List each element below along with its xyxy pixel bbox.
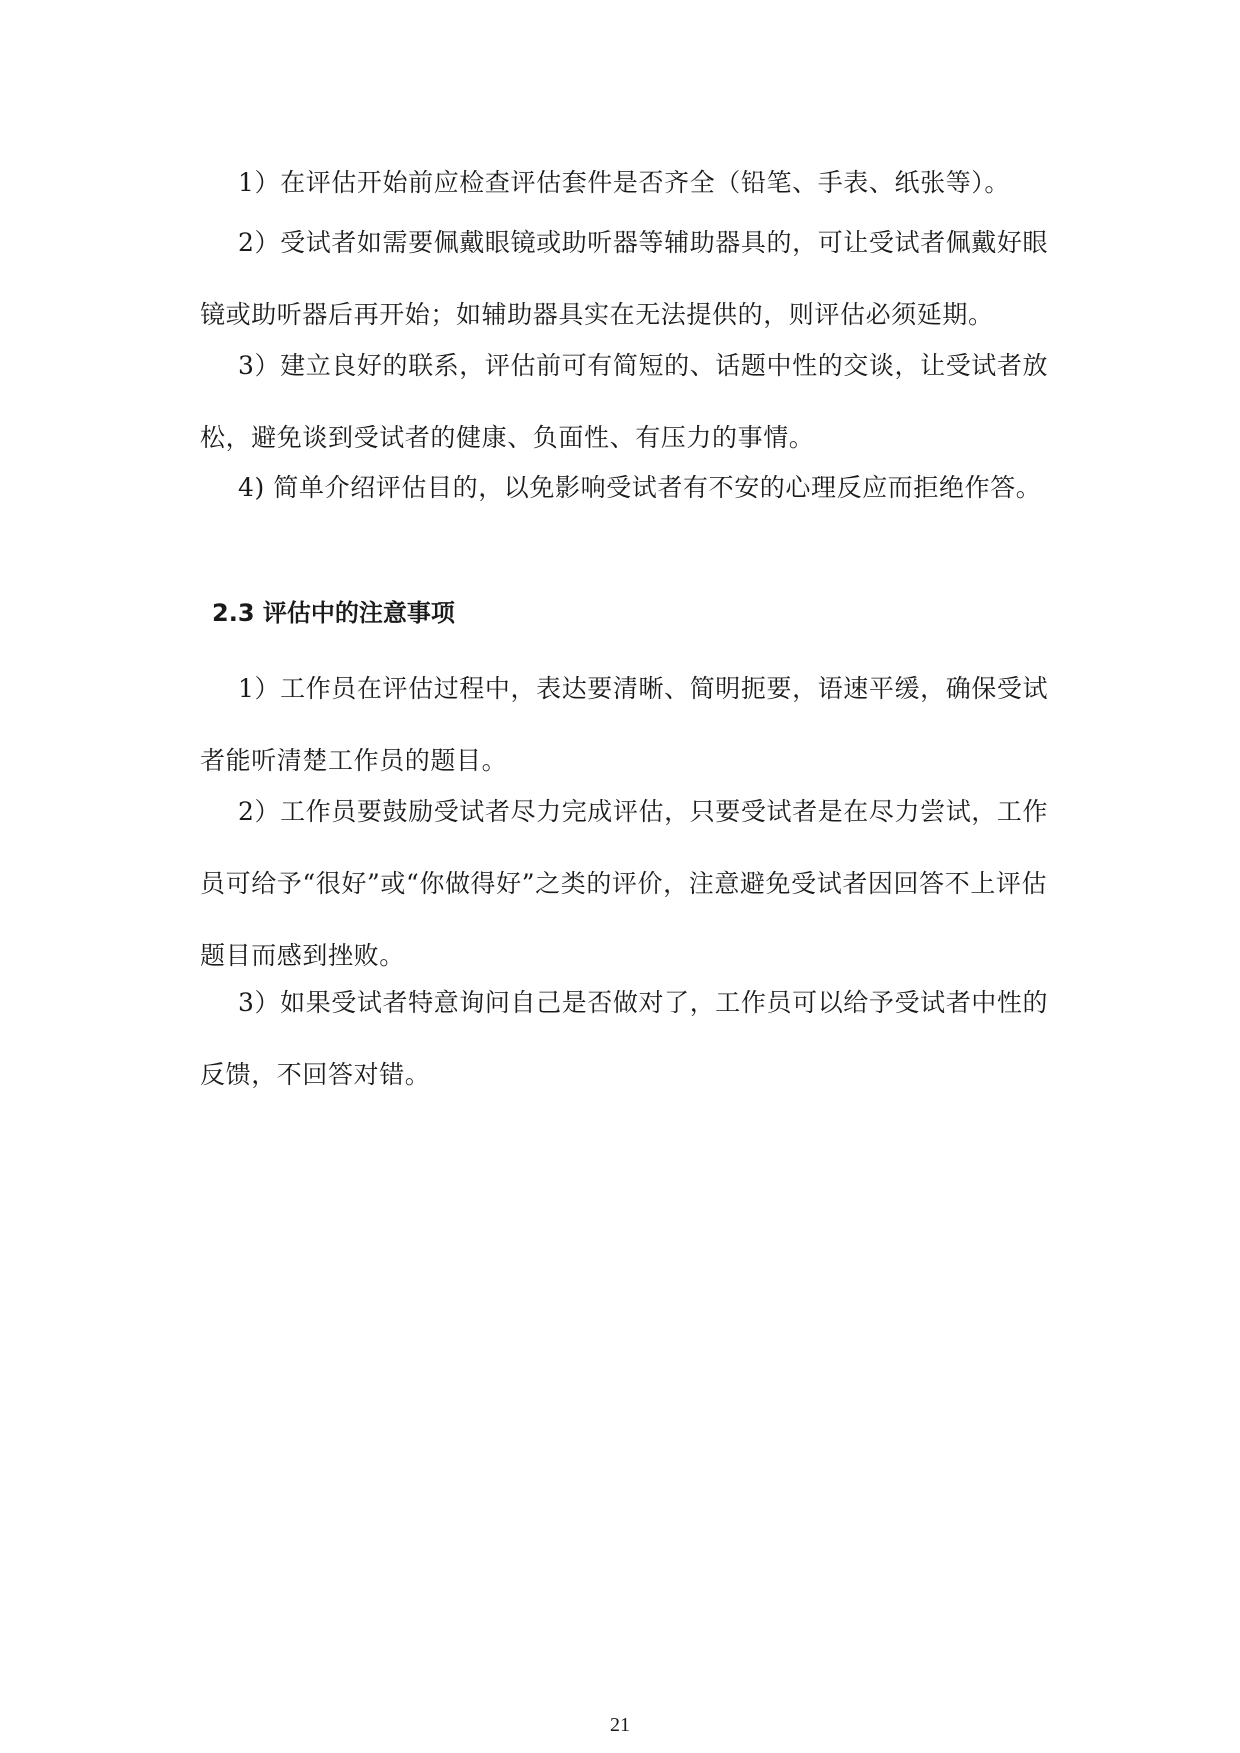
paragraph-check-kit: 1）在评估开始前应检查评估套件是否齐全（铅笔、手表、纸张等）。 (238, 168, 1011, 197)
paragraph-clear-expression: 1）工作员在评估过程中，表达要清晰、简明扼要，语速平缓，确保受试者能听清楚工作员的题目。 (200, 674, 1049, 775)
paragraph-introduce-purpose: 4) 简单介绍评估目的，以免影响受试者有不安的心理反应而拒绝作答。 (238, 473, 1042, 502)
section-heading: 2.3 评估中的注意事项 (212, 599, 455, 627)
paragraph-neutral-feedback: 3）如果受试者特意询问自己是否做对了，工作员可以给予受试者中性的反馈，不回答对错。 (200, 988, 1049, 1089)
paragraph-encourage: 2）工作员要鼓励受试者尽力完成评估，只要受试者是在尽力尝试，工作员可给予“很好”或“你做得好”之类的评价，注意避免受试者因回答不上评估题目而感到挫败。 (200, 797, 1049, 970)
paragraph-assistive-devices: 2）受试者如需要佩戴眼镜或助听器等辅助器具的，可让受试者佩戴好眼镜或助听器后再开始；如辅助器具实在无法提供的，则评估必须延期。 (200, 228, 1049, 329)
paragraph-build-rapport: 3）建立良好的联系，评估前可有简短的、话题中性的交谈，让受试者放松，避免谈到受试者的健康、负面性、有压力的事情。 (200, 351, 1049, 452)
page-number: 21 (610, 1714, 630, 1736)
